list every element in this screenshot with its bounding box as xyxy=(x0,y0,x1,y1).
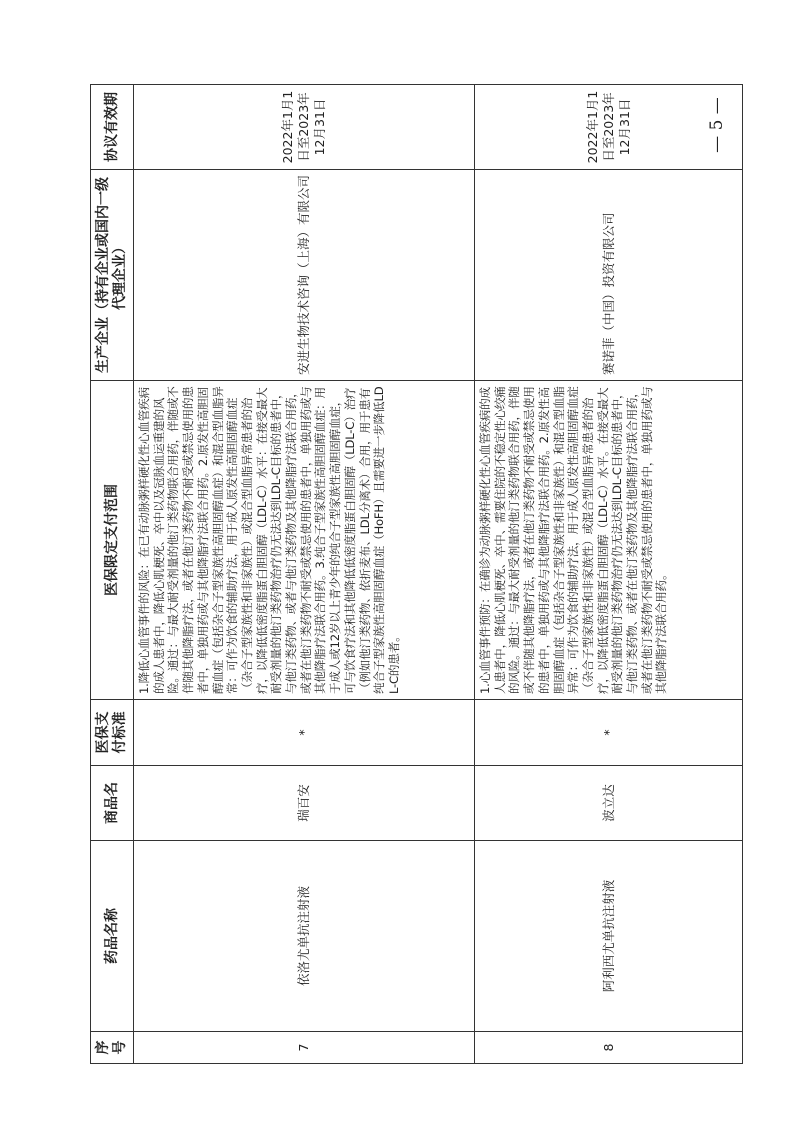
header-drug-name: 药品名称 xyxy=(91,841,134,1032)
row-company: 赛诺菲（中国）投资有限公司 xyxy=(475,170,743,381)
row-standard: * xyxy=(134,700,475,766)
header-trade-name: 商品名 xyxy=(91,766,134,841)
row-drug-name: 依洛尤单抗注射液 xyxy=(134,841,475,1032)
table-header-row xyxy=(91,85,134,1064)
row-drug-name: 阿利西尤单抗注射液 xyxy=(475,841,743,1032)
header-standard: 医保支付标准 xyxy=(91,700,134,766)
row-standard: * xyxy=(475,700,743,766)
page-number: — 5 — xyxy=(707,97,727,153)
table-row xyxy=(134,85,475,1064)
row-seq: 8 xyxy=(475,1032,743,1064)
row-company: 安进生物技术咨询（上海）有限公司 xyxy=(134,170,475,381)
row-seq: 7 xyxy=(134,1032,475,1064)
scope-text: 1.降低心血管事件的风险：在已有动脉粥样硬化性心血管疾病的成人患者中，降低心肌梗死、卒中以及冠脉血运重建的风险。通过：与最大耐受剂量的他汀类药物联合用药，伴随或不伴随其他降脂疗法，或者在他汀类药物不耐受或禁忌使用的患者中，单独用药或与其他降脂疗法联合用药。2.原发性高胆固醇血症（包括杂合子型家族性高胆固醇血症）和混合型血脂异常：可作为饮食的辅助疗法，用于成人原发性高胆固醇血症（杂合子型家族性和非家族性）或混合型血脂异常患者的治疗，以降低低密度脂蛋白胆固醇（LDL-C）水平：在接受最大耐受剂量的他汀类药物治疗仍无法达到LDL-C目标的患者中，与他汀类药物、或者与他汀类药物及其他降脂疗法联合用药，或者在他汀类药物不耐受或禁忌使用的患者中，单独用药或与其他降脂疗法联合用药。3.纯合子型家族性高胆固醇血症：用于成人或12岁以上青少年的纯合子型家族性高胆固醇血症，可与饮食疗法和其他降低低密度脂蛋白胆固醇（LDL-C）治疗（例如他汀类药物、依折麦布、LDL分离术）合用，用于患有纯合子型家族性高胆固醇血症（HoFH）且需要进一步降低LDL-C的患者。 xyxy=(137,386,401,694)
row-trade-name: 波立达 xyxy=(475,766,743,841)
rotated-page-content xyxy=(90,85,743,1064)
drug-reimbursement-table xyxy=(90,84,743,1064)
header-seq: 序号 xyxy=(91,1032,134,1064)
header-scope: 医保限定支付范围 xyxy=(91,381,134,700)
row-period: 2022年1月1日至2023年12月31日 xyxy=(475,85,743,170)
table-row xyxy=(475,85,743,1064)
row-scope xyxy=(475,381,743,700)
header-period: 协议有效期 xyxy=(91,85,134,170)
row-trade-name: 瑞百安 xyxy=(134,766,475,841)
page-footer xyxy=(697,95,737,155)
row-period: 2022年1月1日至2023年12月31日 xyxy=(134,85,475,170)
row-scope xyxy=(134,381,475,700)
scope-text: 1.心血管事件预防：在确诊为动脉粥样硬化性心血管疾病的成人患者中，降低心肌梗死、卒中、需要住院的不稳定性心绞痛的风险。通过：与最大耐受剂量的他汀类药物联合用药，伴随或不伴随其他降脂疗法，或者在他汀类药物不耐受或禁忌使用的患者中，单独用药或与其他降脂疗法联合用药。2.原发性高胆固醇血症（包括杂合子型家族性和非家族性）和混合型血脂异常：可作为饮食的辅助疗法，用于成人原发性高胆固醇血症（杂合子型家族性和非家族性）或混合型血脂异常患者的治疗，以降低低密度脂蛋白胆固醇（LDL-C）水平。在接受最大耐受剂量的他汀类药物治疗仍无法达到LDL-C目标的患者中，与他汀类药物、或者在他汀类药物及其他降脂疗法联合用药，或者在他汀类药物不耐受或禁忌使用的患者中，单独用药或与其他降脂疗法联合用药。 xyxy=(478,386,669,694)
header-company: 生产企业（持有企业或国内一级代理企业） xyxy=(91,170,134,381)
